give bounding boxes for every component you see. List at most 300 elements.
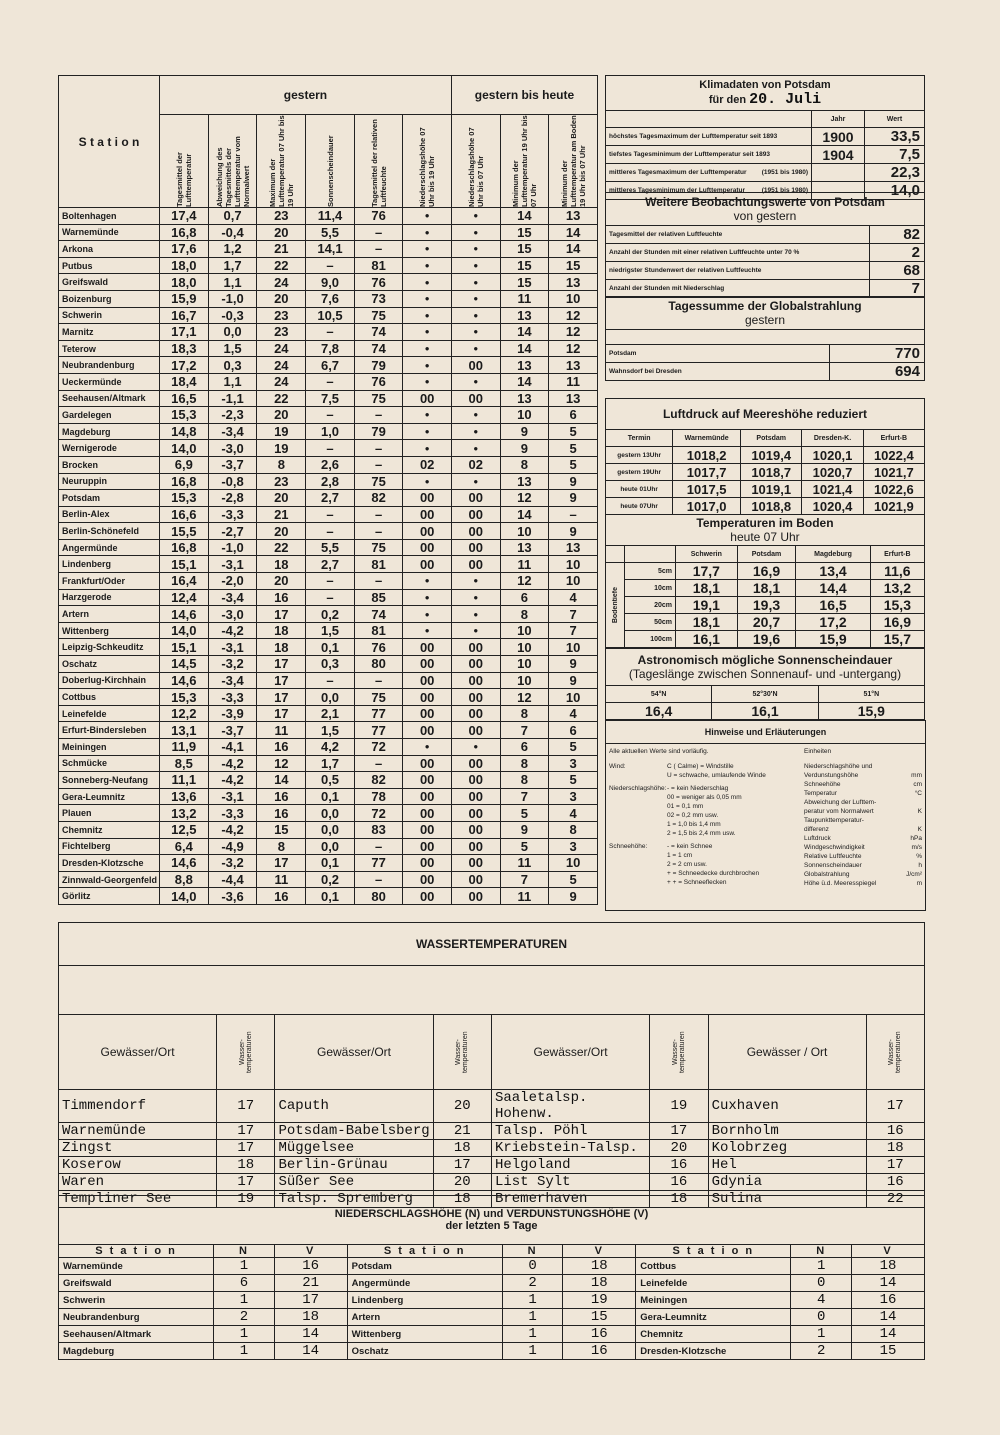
station-value: 14,0 <box>159 440 208 457</box>
station-value: 4,2 <box>306 739 355 756</box>
station-value: 0,0 <box>306 805 355 822</box>
station-value: 13 <box>549 390 598 407</box>
water-location: Kriebstein-Talsp. <box>491 1140 649 1157</box>
station-name: Görlitz <box>59 888 160 905</box>
station-value: 02 <box>451 456 500 473</box>
schnee-line: + + = Schneeflecken <box>667 879 727 886</box>
station-value: 80 <box>354 656 403 673</box>
station-name: Potsdam <box>59 490 160 507</box>
station-value: 15,9 <box>159 290 208 307</box>
station-value: 18 <box>257 622 306 639</box>
weitere-label: Tagesmittel der relativen Luftfeuchte <box>606 226 870 244</box>
boden-value: 19,6 <box>737 631 796 648</box>
globalstrahlung-panel <box>605 296 925 381</box>
station-value: 16,8 <box>159 224 208 241</box>
station-name: Angermünde <box>59 539 160 556</box>
station-value: 10 <box>549 573 598 590</box>
station-value: 24 <box>257 373 306 390</box>
schnee-line: - = kein Schnee <box>667 843 713 850</box>
station-name: Marnitz <box>59 324 160 341</box>
station-value: 17 <box>257 656 306 673</box>
station-value: 13,1 <box>159 722 208 739</box>
water-temperature: 18 <box>433 1140 491 1157</box>
unit-name: Abweichung der Lufttem- <box>804 799 877 806</box>
station-value: 5,5 <box>306 224 355 241</box>
station-value: 14 <box>500 208 549 225</box>
station-value: 7 <box>549 622 598 639</box>
klima-date: 20. Juli <box>749 90 822 108</box>
station-value: 00 <box>403 639 452 656</box>
unit-name: differenz <box>804 826 829 833</box>
precip-title: NIEDERSCHLAGSHÖHE (N) und VERDUNSTUNGSHÖHE (V) der letzten 5 Tage <box>59 1196 925 1245</box>
luftdruck-header: Warnemünde <box>673 430 741 447</box>
station-name: Gera-Leumnitz <box>59 788 160 805</box>
station-value: 14 <box>500 373 549 390</box>
station-value: 83 <box>354 821 403 838</box>
station-row <box>59 656 598 673</box>
station-value: 11 <box>500 888 549 905</box>
precip-station-header: S t a t i o n <box>59 1245 214 1258</box>
boden-depth: 20cm <box>625 597 676 614</box>
station-name: Dresden-Klotzsche <box>59 855 160 872</box>
precip-n: 1 <box>214 1258 275 1275</box>
station-value: 15,5 <box>159 523 208 540</box>
station-value: 9 <box>549 888 598 905</box>
precipitation <box>58 1195 925 1360</box>
water-location: Templiner See <box>59 1191 217 1208</box>
station-value: -0,3 <box>208 307 257 324</box>
station-row <box>59 838 598 855</box>
station-row <box>59 506 598 523</box>
station-name: Wittenberg <box>59 622 160 639</box>
station-name: Cottbus <box>59 689 160 706</box>
precip-n: 2 <box>791 1343 852 1360</box>
station-value: ● <box>451 208 500 225</box>
station-value: 14 <box>257 772 306 789</box>
water-temperature: 20 <box>433 1174 491 1191</box>
station-name: Berlin-Schönefeld <box>59 523 160 540</box>
niederschlag-line: 1 = 1,0 bis 1,4 mm <box>667 821 721 828</box>
water-temperatures <box>58 922 925 1208</box>
station-value: 17,2 <box>159 357 208 374</box>
station-value: 00 <box>451 506 500 523</box>
station-value: 75 <box>354 390 403 407</box>
station-value: -1,0 <box>208 539 257 556</box>
station-value: 8 <box>500 705 549 722</box>
klima-wert: 14,0 <box>865 182 925 200</box>
station-value: 24 <box>257 340 306 357</box>
precip-row <box>59 1258 925 1275</box>
station-value: 1,7 <box>306 755 355 772</box>
station-value: 16,8 <box>159 473 208 490</box>
station-value: 10 <box>500 639 549 656</box>
water-temperature: 22 <box>866 1191 925 1208</box>
station-value: ● <box>451 622 500 639</box>
boden-value: 16,9 <box>737 563 796 580</box>
boden-value: 19,1 <box>676 597 738 614</box>
water-row <box>59 1140 925 1157</box>
luftdruck-termin: gestern 13Uhr <box>606 447 673 464</box>
unit-row <box>804 771 922 780</box>
unit-symbol: °C <box>914 790 922 797</box>
unit-name: Sonnenscheindauer <box>804 862 862 869</box>
boden-row <box>606 580 925 597</box>
precip-n: 1 <box>214 1343 275 1360</box>
station-value: 12 <box>549 340 598 357</box>
station-name: Leipzig-Schkeuditz <box>59 639 160 656</box>
station-value: 8 <box>500 755 549 772</box>
station-row <box>59 456 598 473</box>
station-value: 13 <box>549 357 598 374</box>
station-value: 7,6 <box>306 290 355 307</box>
boden-side-text: Bodentiefe <box>611 586 619 624</box>
boden-header: Magdeburg <box>796 546 870 563</box>
precip-station: Wittenberg <box>347 1326 502 1343</box>
station-value: 14,0 <box>159 888 208 905</box>
boden-value: 16,9 <box>870 614 924 631</box>
station-row <box>59 556 598 573</box>
station-value: 10 <box>500 656 549 673</box>
station-value: 7 <box>500 722 549 739</box>
weitere-row <box>606 280 925 298</box>
station-value: 15,3 <box>159 490 208 507</box>
station-row <box>59 573 598 590</box>
water-val-header <box>866 1015 925 1090</box>
precip-station: Warnemünde <box>59 1258 214 1275</box>
global-row <box>606 345 925 363</box>
klima-label-text: tiefstes Tagesminimum der Lufttemperatur seit 1893 <box>609 151 770 158</box>
boden-corner <box>606 546 625 563</box>
station-value: ● <box>403 274 452 291</box>
station-value: – <box>354 672 403 689</box>
station-value: ● <box>403 290 452 307</box>
station-value: 0,5 <box>306 772 355 789</box>
unit-row <box>804 861 922 870</box>
water-row <box>59 1174 925 1191</box>
station-value: 00 <box>403 855 452 872</box>
station-value: -2,7 <box>208 523 257 540</box>
klimadaten-title: Klimadaten von Potsdam für den 20. Juli <box>606 76 925 111</box>
precip-n: 0 <box>502 1258 563 1275</box>
station-row <box>59 821 598 838</box>
water-temperature: 21 <box>433 1123 491 1140</box>
station-value: 10 <box>549 639 598 656</box>
station-value: 9 <box>549 473 598 490</box>
water-row <box>59 1123 925 1140</box>
station-value: 13 <box>500 473 549 490</box>
station-value: ● <box>403 224 452 241</box>
station-name: Oschatz <box>59 656 160 673</box>
station-name: Harzgerode <box>59 589 160 606</box>
luftdruck-value: 1017,5 <box>673 481 741 498</box>
water-temperature: 17 <box>866 1090 925 1123</box>
precip-n: 4 <box>791 1292 852 1309</box>
klima-jahr: 1904 <box>812 146 865 164</box>
precip-n: 6 <box>214 1275 275 1292</box>
units-list <box>804 762 922 888</box>
station-value: ● <box>403 622 452 639</box>
column-header <box>257 115 306 208</box>
station-value: 7 <box>549 606 598 623</box>
station-value: 5 <box>549 772 598 789</box>
water-location: Süßer See <box>275 1174 433 1191</box>
station-value: 10 <box>500 523 549 540</box>
station-value: 17,6 <box>159 241 208 258</box>
station-value: 00 <box>403 788 452 805</box>
luftdruck-value: 1021,4 <box>802 481 863 498</box>
station-value: 14 <box>500 324 549 341</box>
station-value: 13,2 <box>159 805 208 822</box>
precip-n: 1 <box>791 1258 852 1275</box>
water-location: Sulina <box>708 1191 866 1208</box>
column-header <box>451 115 500 208</box>
astro-header: 52°30'N <box>712 686 818 703</box>
station-value: 81 <box>354 257 403 274</box>
water-location: Cuxhaven <box>708 1090 866 1123</box>
unit-symbol: m <box>916 880 922 887</box>
station-value: 1,1 <box>208 274 257 291</box>
station-value: 22 <box>257 539 306 556</box>
station-name: Erfurt-Bindersleben <box>59 722 160 739</box>
unit-name: Relative Luftfeuchte <box>804 853 862 860</box>
water-temperature: 16 <box>650 1157 708 1174</box>
station-value: 00 <box>451 755 500 772</box>
water-temperature: 17 <box>217 1090 275 1123</box>
station-name: Boltenhagen <box>59 208 160 225</box>
water-location: Talsp. Spremberg <box>275 1191 433 1208</box>
station-value: 7 <box>500 788 549 805</box>
station-name: Neubrandenburg <box>59 357 160 374</box>
station-value: -4,2 <box>208 772 257 789</box>
water-temperature: 20 <box>650 1140 708 1157</box>
station-row <box>59 639 598 656</box>
station-value: 16 <box>257 589 306 606</box>
station-value: – <box>306 672 355 689</box>
station-value: 14,5 <box>159 656 208 673</box>
station-table <box>58 75 598 905</box>
station-value: 00 <box>403 772 452 789</box>
boden-value: 16,5 <box>796 597 870 614</box>
luftdruck-value: 1022,4 <box>863 447 924 464</box>
precip-station-header: S t a t i o n <box>347 1245 502 1258</box>
klima-label-text: mittleres Tagesminimum der Lufttemperatur <box>609 187 746 194</box>
station-row <box>59 208 598 225</box>
station-value: 23 <box>257 473 306 490</box>
precip-n-header: N <box>791 1245 852 1258</box>
luftdruck-value: 1018,7 <box>741 464 802 481</box>
boden-header: Erfurt-B <box>870 546 924 563</box>
station-value: 5 <box>549 871 598 888</box>
boden-value: 13,2 <box>870 580 924 597</box>
boden-depth: 50cm <box>625 614 676 631</box>
station-value: 20 <box>257 523 306 540</box>
precip-v: 21 <box>274 1275 347 1292</box>
gestern-bis-heute-header: gestern bis heute <box>451 76 597 115</box>
water-location: Gdynia <box>708 1174 866 1191</box>
station-value: 00 <box>451 523 500 540</box>
luftdruck-value: 1017,0 <box>673 498 741 515</box>
station-row <box>59 473 598 490</box>
station-value: 00 <box>403 523 452 540</box>
station-value: 00 <box>403 556 452 573</box>
station-value: – <box>354 573 403 590</box>
station-row <box>59 340 598 357</box>
station-value: – <box>354 523 403 540</box>
unit-row <box>804 834 922 843</box>
station-value: 19 <box>257 423 306 440</box>
precip-n: 0 <box>791 1309 852 1326</box>
luftdruck-value: 1019,1 <box>741 481 802 498</box>
column-header <box>403 115 452 208</box>
station-value: 76 <box>354 208 403 225</box>
precip-row <box>59 1292 925 1309</box>
station-value: 0,1 <box>306 888 355 905</box>
station-value: 13,6 <box>159 788 208 805</box>
station-name: Plauen <box>59 805 160 822</box>
station-value: 00 <box>451 639 500 656</box>
weitere-wert: 7 <box>870 280 925 298</box>
station-value: ● <box>451 423 500 440</box>
station-name: Putbus <box>59 257 160 274</box>
station-value: 79 <box>354 357 403 374</box>
wind-line: C ( Calme) = Windstille <box>667 763 734 770</box>
station-value: ● <box>451 257 500 274</box>
station-value: ● <box>451 440 500 457</box>
station-value: 00 <box>403 722 452 739</box>
precip-station: Cottbus <box>636 1258 791 1275</box>
einheiten-label: Einheiten <box>804 748 832 755</box>
station-value: 13 <box>500 539 549 556</box>
unit-name: Taupunkttemperatur- <box>804 817 864 824</box>
station-value: 15,3 <box>159 689 208 706</box>
niederschlag-line: 00 = weniger als 0,05 mm <box>667 794 742 801</box>
station-row <box>59 855 598 872</box>
precip-n: 1 <box>214 1326 275 1343</box>
station-value: 17 <box>257 672 306 689</box>
boden-depth-corner <box>625 546 676 563</box>
station-value: 3 <box>549 755 598 772</box>
station-value: 82 <box>354 772 403 789</box>
water-temperature: 18 <box>866 1140 925 1157</box>
unit-row <box>804 879 922 888</box>
unit-name: Schneehöhe <box>804 781 841 788</box>
station-value: 15 <box>500 257 549 274</box>
station-name: Schmücke <box>59 755 160 772</box>
station-value: 8 <box>500 772 549 789</box>
precip-v: 16 <box>563 1326 636 1343</box>
station-value: 16 <box>257 805 306 822</box>
station-value: 00 <box>403 871 452 888</box>
station-value: 11,1 <box>159 772 208 789</box>
station-value: 14 <box>549 224 598 241</box>
boden-header: Potsdam <box>737 546 796 563</box>
station-value: ● <box>403 241 452 258</box>
station-value: 18 <box>257 556 306 573</box>
precip-v: 17 <box>274 1292 347 1309</box>
station-row <box>59 871 598 888</box>
klima-row <box>606 146 925 164</box>
boden-value: 18,1 <box>737 580 796 597</box>
station-value: 00 <box>403 689 452 706</box>
station-value: 14 <box>500 506 549 523</box>
water-location: Waren <box>59 1174 217 1191</box>
klima-period: (1951 bis 1980) <box>761 187 808 194</box>
boden-row <box>606 631 925 648</box>
station-row <box>59 722 598 739</box>
unit-name: Temperatur <box>804 790 837 797</box>
station-value: 00 <box>403 672 452 689</box>
hinweise-notes <box>606 744 926 911</box>
station-value: ● <box>403 440 452 457</box>
boden-value: 15,3 <box>870 597 924 614</box>
weitere-title: Weitere Beobachtungswerte von Potsdam von gestern <box>606 193 925 226</box>
klima-jahr: 1900 <box>812 128 865 146</box>
unit-row <box>804 780 922 789</box>
station-value: -2,3 <box>208 407 257 424</box>
klima-period: (1951 bis 1980) <box>761 169 808 176</box>
luftdruck-header: Potsdam <box>741 430 802 447</box>
global-wert: 770 <box>830 345 925 363</box>
station-value: 18,0 <box>159 257 208 274</box>
precip-station-header: S t a t i o n <box>636 1245 791 1258</box>
global-label: Wahnsdorf bei Dresden <box>606 363 830 381</box>
water-temperature: 18 <box>217 1157 275 1174</box>
precip-v: 15 <box>563 1309 636 1326</box>
station-value: 00 <box>403 490 452 507</box>
station-name: Gardelegen <box>59 407 160 424</box>
luftdruck-termin: heute 01Uhr <box>606 481 673 498</box>
station-name: Zinnwald-Georgenfeld <box>59 871 160 888</box>
station-value: -4,1 <box>208 739 257 756</box>
astro-value: 15,9 <box>818 703 924 720</box>
station-name: Neuruppin <box>59 473 160 490</box>
station-row <box>59 290 598 307</box>
station-value: 77 <box>354 855 403 872</box>
precip-v: 18 <box>563 1258 636 1275</box>
klima-label <box>606 164 812 182</box>
station-row <box>59 423 598 440</box>
station-value: 2,6 <box>306 456 355 473</box>
station-value: 11 <box>549 373 598 390</box>
klima-jahr <box>812 164 865 182</box>
station-value: – <box>354 838 403 855</box>
station-value: 12,2 <box>159 705 208 722</box>
station-name: Artern <box>59 606 160 623</box>
luftdruck-value: 1020,4 <box>802 498 863 515</box>
station-name: Brocken <box>59 456 160 473</box>
station-value: ● <box>451 274 500 291</box>
station-value: 6,7 <box>306 357 355 374</box>
station-value: -1,1 <box>208 390 257 407</box>
luftdruck-value: 1020,7 <box>802 464 863 481</box>
water-location: Bremerhaven <box>491 1191 649 1208</box>
station-value: 17,1 <box>159 324 208 341</box>
precip-n: 1 <box>502 1326 563 1343</box>
station-value: 1,5 <box>208 340 257 357</box>
station-value: 14,6 <box>159 855 208 872</box>
station-value: -3,7 <box>208 722 257 739</box>
boden-value: 17,7 <box>676 563 738 580</box>
station-value: 00 <box>403 656 452 673</box>
station-value: ● <box>403 739 452 756</box>
station-value: 00 <box>451 705 500 722</box>
station-name: Boizenburg <box>59 290 160 307</box>
niederschlag-line: 01 = 0,1 mm <box>667 803 704 810</box>
schnee-line: 1 = 1 cm <box>667 852 693 859</box>
station-value: 0,0 <box>306 838 355 855</box>
station-value: 13 <box>549 274 598 291</box>
water-location: Warnemünde <box>59 1123 217 1140</box>
